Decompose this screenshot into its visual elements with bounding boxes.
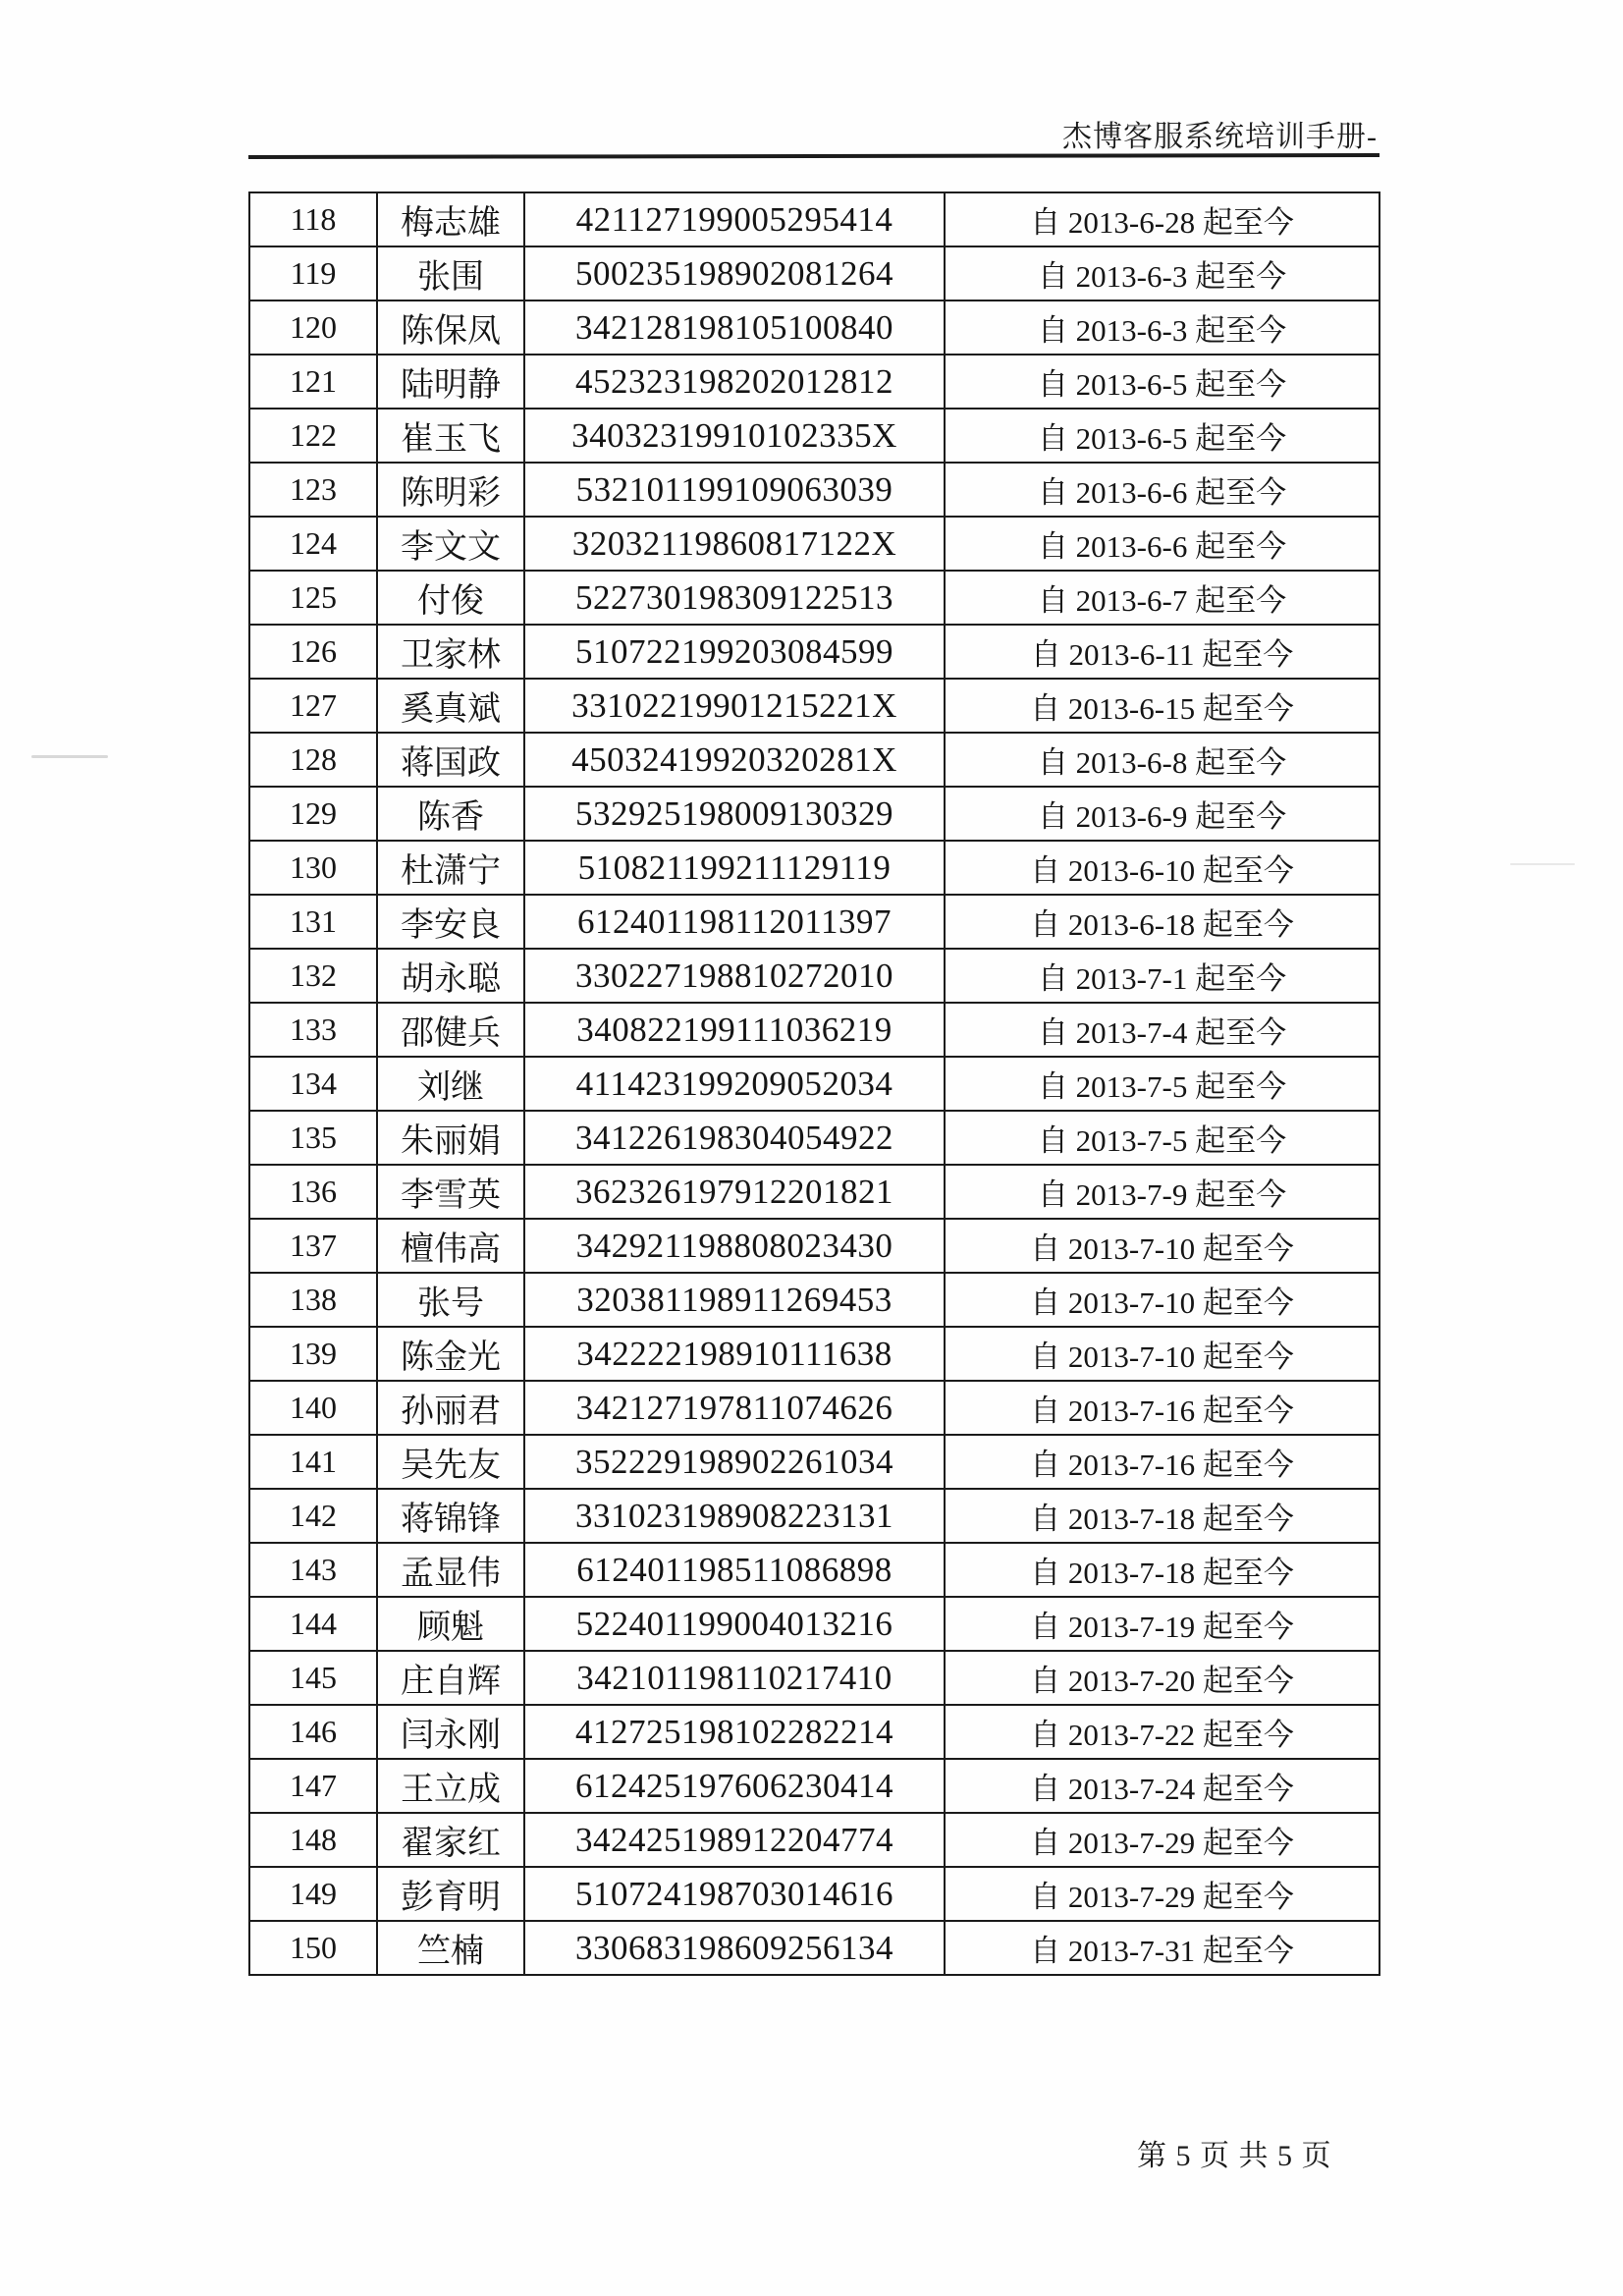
table-row (249, 733, 1380, 787)
row-number-cell: 147 (249, 1759, 377, 1813)
row-number-cell: 137 (249, 1219, 377, 1273)
name-cell: 闫永刚 (377, 1705, 524, 1759)
period-cell: 自 2013-7-10 起至今 (945, 1327, 1380, 1381)
name-cell: 胡永聪 (377, 949, 524, 1003)
id-number-cell: 342222198910111638 (524, 1327, 945, 1381)
roster-table (248, 191, 1380, 1976)
id-number-cell: 522730198309122513 (524, 571, 945, 625)
row-number-cell: 130 (249, 841, 377, 895)
period-cell: 自 2013-7-24 起至今 (945, 1759, 1380, 1813)
row-number-cell: 121 (249, 355, 377, 409)
period-cell: 自 2013-6-15 起至今 (945, 679, 1380, 733)
row-number-cell: 148 (249, 1813, 377, 1867)
row-number-cell: 150 (249, 1921, 377, 1975)
row-number-cell: 146 (249, 1705, 377, 1759)
name-cell: 陈明彩 (377, 463, 524, 517)
table-row (249, 1327, 1380, 1381)
row-number-cell: 122 (249, 409, 377, 463)
row-number-cell: 143 (249, 1543, 377, 1597)
table-row (249, 679, 1380, 733)
table-row (249, 517, 1380, 571)
period-cell: 自 2013-6-28 起至今 (945, 192, 1380, 246)
id-number-cell: 510722199203084599 (524, 625, 945, 679)
row-number-cell: 144 (249, 1597, 377, 1651)
row-number-cell: 135 (249, 1111, 377, 1165)
table-row (249, 1219, 1380, 1273)
id-number-cell: 612401198112011397 (524, 895, 945, 949)
period-cell: 自 2013-6-3 起至今 (945, 246, 1380, 301)
row-number-cell: 145 (249, 1651, 377, 1705)
name-cell: 朱丽娟 (377, 1111, 524, 1165)
table-row (249, 1489, 1380, 1543)
name-cell: 蒋国政 (377, 733, 524, 787)
row-number-cell: 138 (249, 1273, 377, 1327)
name-cell: 李安良 (377, 895, 524, 949)
name-cell: 张号 (377, 1273, 524, 1327)
period-cell: 自 2013-7-18 起至今 (945, 1489, 1380, 1543)
row-number-cell: 118 (249, 192, 377, 246)
period-cell: 自 2013-7-20 起至今 (945, 1651, 1380, 1705)
table-row (249, 1381, 1380, 1435)
table-row (249, 1597, 1380, 1651)
period-cell: 自 2013-6-18 起至今 (945, 895, 1380, 949)
period-cell: 自 2013-7-31 起至今 (945, 1921, 1380, 1975)
period-cell: 自 2013-6-6 起至今 (945, 463, 1380, 517)
period-cell: 自 2013-6-6 起至今 (945, 517, 1380, 571)
id-number-cell: 532925198009130329 (524, 787, 945, 841)
table-row (249, 1867, 1380, 1921)
period-cell: 自 2013-7-5 起至今 (945, 1111, 1380, 1165)
period-cell: 自 2013-6-10 起至今 (945, 841, 1380, 895)
row-number-cell: 119 (249, 246, 377, 301)
table-row (249, 625, 1380, 679)
id-number-cell: 412725198102282214 (524, 1705, 945, 1759)
period-cell: 自 2013-7-29 起至今 (945, 1867, 1380, 1921)
id-number-cell: 34032319910102335X (524, 409, 945, 463)
table-row (249, 1651, 1380, 1705)
row-number-cell: 126 (249, 625, 377, 679)
id-number-cell: 331023198908223131 (524, 1489, 945, 1543)
row-number-cell: 149 (249, 1867, 377, 1921)
id-number-cell: 330683198609256134 (524, 1921, 945, 1975)
name-cell: 庄自辉 (377, 1651, 524, 1705)
page-header (250, 112, 1378, 155)
table-row (249, 787, 1380, 841)
id-number-cell: 500235198902081264 (524, 246, 945, 301)
row-number-cell: 139 (249, 1327, 377, 1381)
period-cell: 自 2013-7-16 起至今 (945, 1381, 1380, 1435)
table-row (249, 1921, 1380, 1975)
table-row (249, 355, 1380, 409)
name-cell: 邵健兵 (377, 1003, 524, 1057)
row-number-cell: 127 (249, 679, 377, 733)
table-row (249, 409, 1380, 463)
period-cell: 自 2013-6-9 起至今 (945, 787, 1380, 841)
name-cell: 李雪英 (377, 1165, 524, 1219)
name-cell: 刘继 (377, 1057, 524, 1111)
id-number-cell: 612401198511086898 (524, 1543, 945, 1597)
row-number-cell: 125 (249, 571, 377, 625)
period-cell: 自 2013-7-5 起至今 (945, 1057, 1380, 1111)
id-number-cell: 342101198110217410 (524, 1651, 945, 1705)
period-cell: 自 2013-6-7 起至今 (945, 571, 1380, 625)
name-cell: 张围 (377, 246, 524, 301)
name-cell: 陈香 (377, 787, 524, 841)
id-number-cell: 510724198703014616 (524, 1867, 945, 1921)
roster-table-body (249, 192, 1380, 1975)
name-cell: 奚真斌 (377, 679, 524, 733)
table-row (249, 1813, 1380, 1867)
table-row (249, 1165, 1380, 1219)
id-number-cell: 32032119860817122X (524, 517, 945, 571)
id-number-cell: 510821199211129119 (524, 841, 945, 895)
period-cell: 自 2013-6-3 起至今 (945, 301, 1380, 355)
table-row (249, 1435, 1380, 1489)
id-number-cell: 340822199111036219 (524, 1003, 945, 1057)
table-row (249, 1705, 1380, 1759)
id-number-cell: 522401199004013216 (524, 1597, 945, 1651)
id-number-cell: 330227198810272010 (524, 949, 945, 1003)
table-row (249, 301, 1380, 355)
table-row (249, 1003, 1380, 1057)
name-cell: 吴先友 (377, 1435, 524, 1489)
row-number-cell: 123 (249, 463, 377, 517)
table-row (249, 571, 1380, 625)
table-row (249, 949, 1380, 1003)
table-row (249, 1273, 1380, 1327)
name-cell: 彭育明 (377, 1867, 524, 1921)
name-cell: 杜潇宁 (377, 841, 524, 895)
name-cell: 梅志雄 (377, 192, 524, 246)
name-cell: 崔玉飞 (377, 409, 524, 463)
id-number-cell: 362326197912201821 (524, 1165, 945, 1219)
period-cell: 自 2013-7-1 起至今 (945, 949, 1380, 1003)
period-cell: 自 2013-6-5 起至今 (945, 409, 1380, 463)
header-title: 杰博客服系统培训手册- (1062, 121, 1378, 153)
id-number-cell: 33102219901215221X (524, 679, 945, 733)
name-cell: 李文文 (377, 517, 524, 571)
table-row (249, 841, 1380, 895)
id-number-cell: 342425198912204774 (524, 1813, 945, 1867)
period-cell: 自 2013-7-18 起至今 (945, 1543, 1380, 1597)
id-number-cell: 421127199005295414 (524, 192, 945, 246)
table-row (249, 1759, 1380, 1813)
name-cell: 檀伟高 (377, 1219, 524, 1273)
row-number-cell: 132 (249, 949, 377, 1003)
table-row (249, 192, 1380, 246)
id-number-cell: 352229198902261034 (524, 1435, 945, 1489)
id-number-cell: 342921198808023430 (524, 1219, 945, 1273)
id-number-cell: 612425197606230414 (524, 1759, 945, 1813)
scan-artifact (31, 755, 108, 758)
name-cell: 翟家红 (377, 1813, 524, 1867)
row-number-cell: 140 (249, 1381, 377, 1435)
period-cell: 自 2013-7-22 起至今 (945, 1705, 1380, 1759)
row-number-cell: 129 (249, 787, 377, 841)
row-number-cell: 128 (249, 733, 377, 787)
id-number-cell: 411423199209052034 (524, 1057, 945, 1111)
table-row (249, 463, 1380, 517)
name-cell: 陈保凤 (377, 301, 524, 355)
row-number-cell: 124 (249, 517, 377, 571)
name-cell: 孟显伟 (377, 1543, 524, 1597)
table-row (249, 246, 1380, 301)
name-cell: 付俊 (377, 571, 524, 625)
header-rule (248, 153, 1380, 159)
table-row (249, 895, 1380, 949)
name-cell: 蒋锦锋 (377, 1489, 524, 1543)
scan-artifact (1510, 863, 1575, 865)
table-row (249, 1057, 1380, 1111)
id-number-cell: 341226198304054922 (524, 1111, 945, 1165)
row-number-cell: 133 (249, 1003, 377, 1057)
row-number-cell: 131 (249, 895, 377, 949)
period-cell: 自 2013-7-4 起至今 (945, 1003, 1380, 1057)
page-footer (1137, 2131, 1332, 2174)
name-cell: 顾魁 (377, 1597, 524, 1651)
period-cell: 自 2013-7-16 起至今 (945, 1435, 1380, 1489)
name-cell: 王立成 (377, 1759, 524, 1813)
id-number-cell: 45032419920320281X (524, 733, 945, 787)
period-cell: 自 2013-6-5 起至今 (945, 355, 1380, 409)
period-cell: 自 2013-7-10 起至今 (945, 1219, 1380, 1273)
name-cell: 陈金光 (377, 1327, 524, 1381)
period-cell: 自 2013-6-8 起至今 (945, 733, 1380, 787)
period-cell: 自 2013-7-10 起至今 (945, 1273, 1380, 1327)
period-cell: 自 2013-6-11 起至今 (945, 625, 1380, 679)
id-number-cell: 452323198202012812 (524, 355, 945, 409)
id-number-cell: 320381198911269453 (524, 1273, 945, 1327)
row-number-cell: 136 (249, 1165, 377, 1219)
period-cell: 自 2013-7-9 起至今 (945, 1165, 1380, 1219)
row-number-cell: 134 (249, 1057, 377, 1111)
id-number-cell: 342128198105100840 (524, 301, 945, 355)
row-number-cell: 142 (249, 1489, 377, 1543)
row-number-cell: 120 (249, 301, 377, 355)
table-row (249, 1543, 1380, 1597)
name-cell: 竺楠 (377, 1921, 524, 1975)
name-cell: 卫家林 (377, 625, 524, 679)
period-cell: 自 2013-7-29 起至今 (945, 1813, 1380, 1867)
table-row (249, 1111, 1380, 1165)
id-number-cell: 342127197811074626 (524, 1381, 945, 1435)
name-cell: 孙丽君 (377, 1381, 524, 1435)
period-cell: 自 2013-7-19 起至今 (945, 1597, 1380, 1651)
id-number-cell: 532101199109063039 (524, 463, 945, 517)
row-number-cell: 141 (249, 1435, 377, 1489)
name-cell: 陆明静 (377, 355, 524, 409)
page-number: 第 5 页 共 5 页 (1137, 2140, 1332, 2172)
